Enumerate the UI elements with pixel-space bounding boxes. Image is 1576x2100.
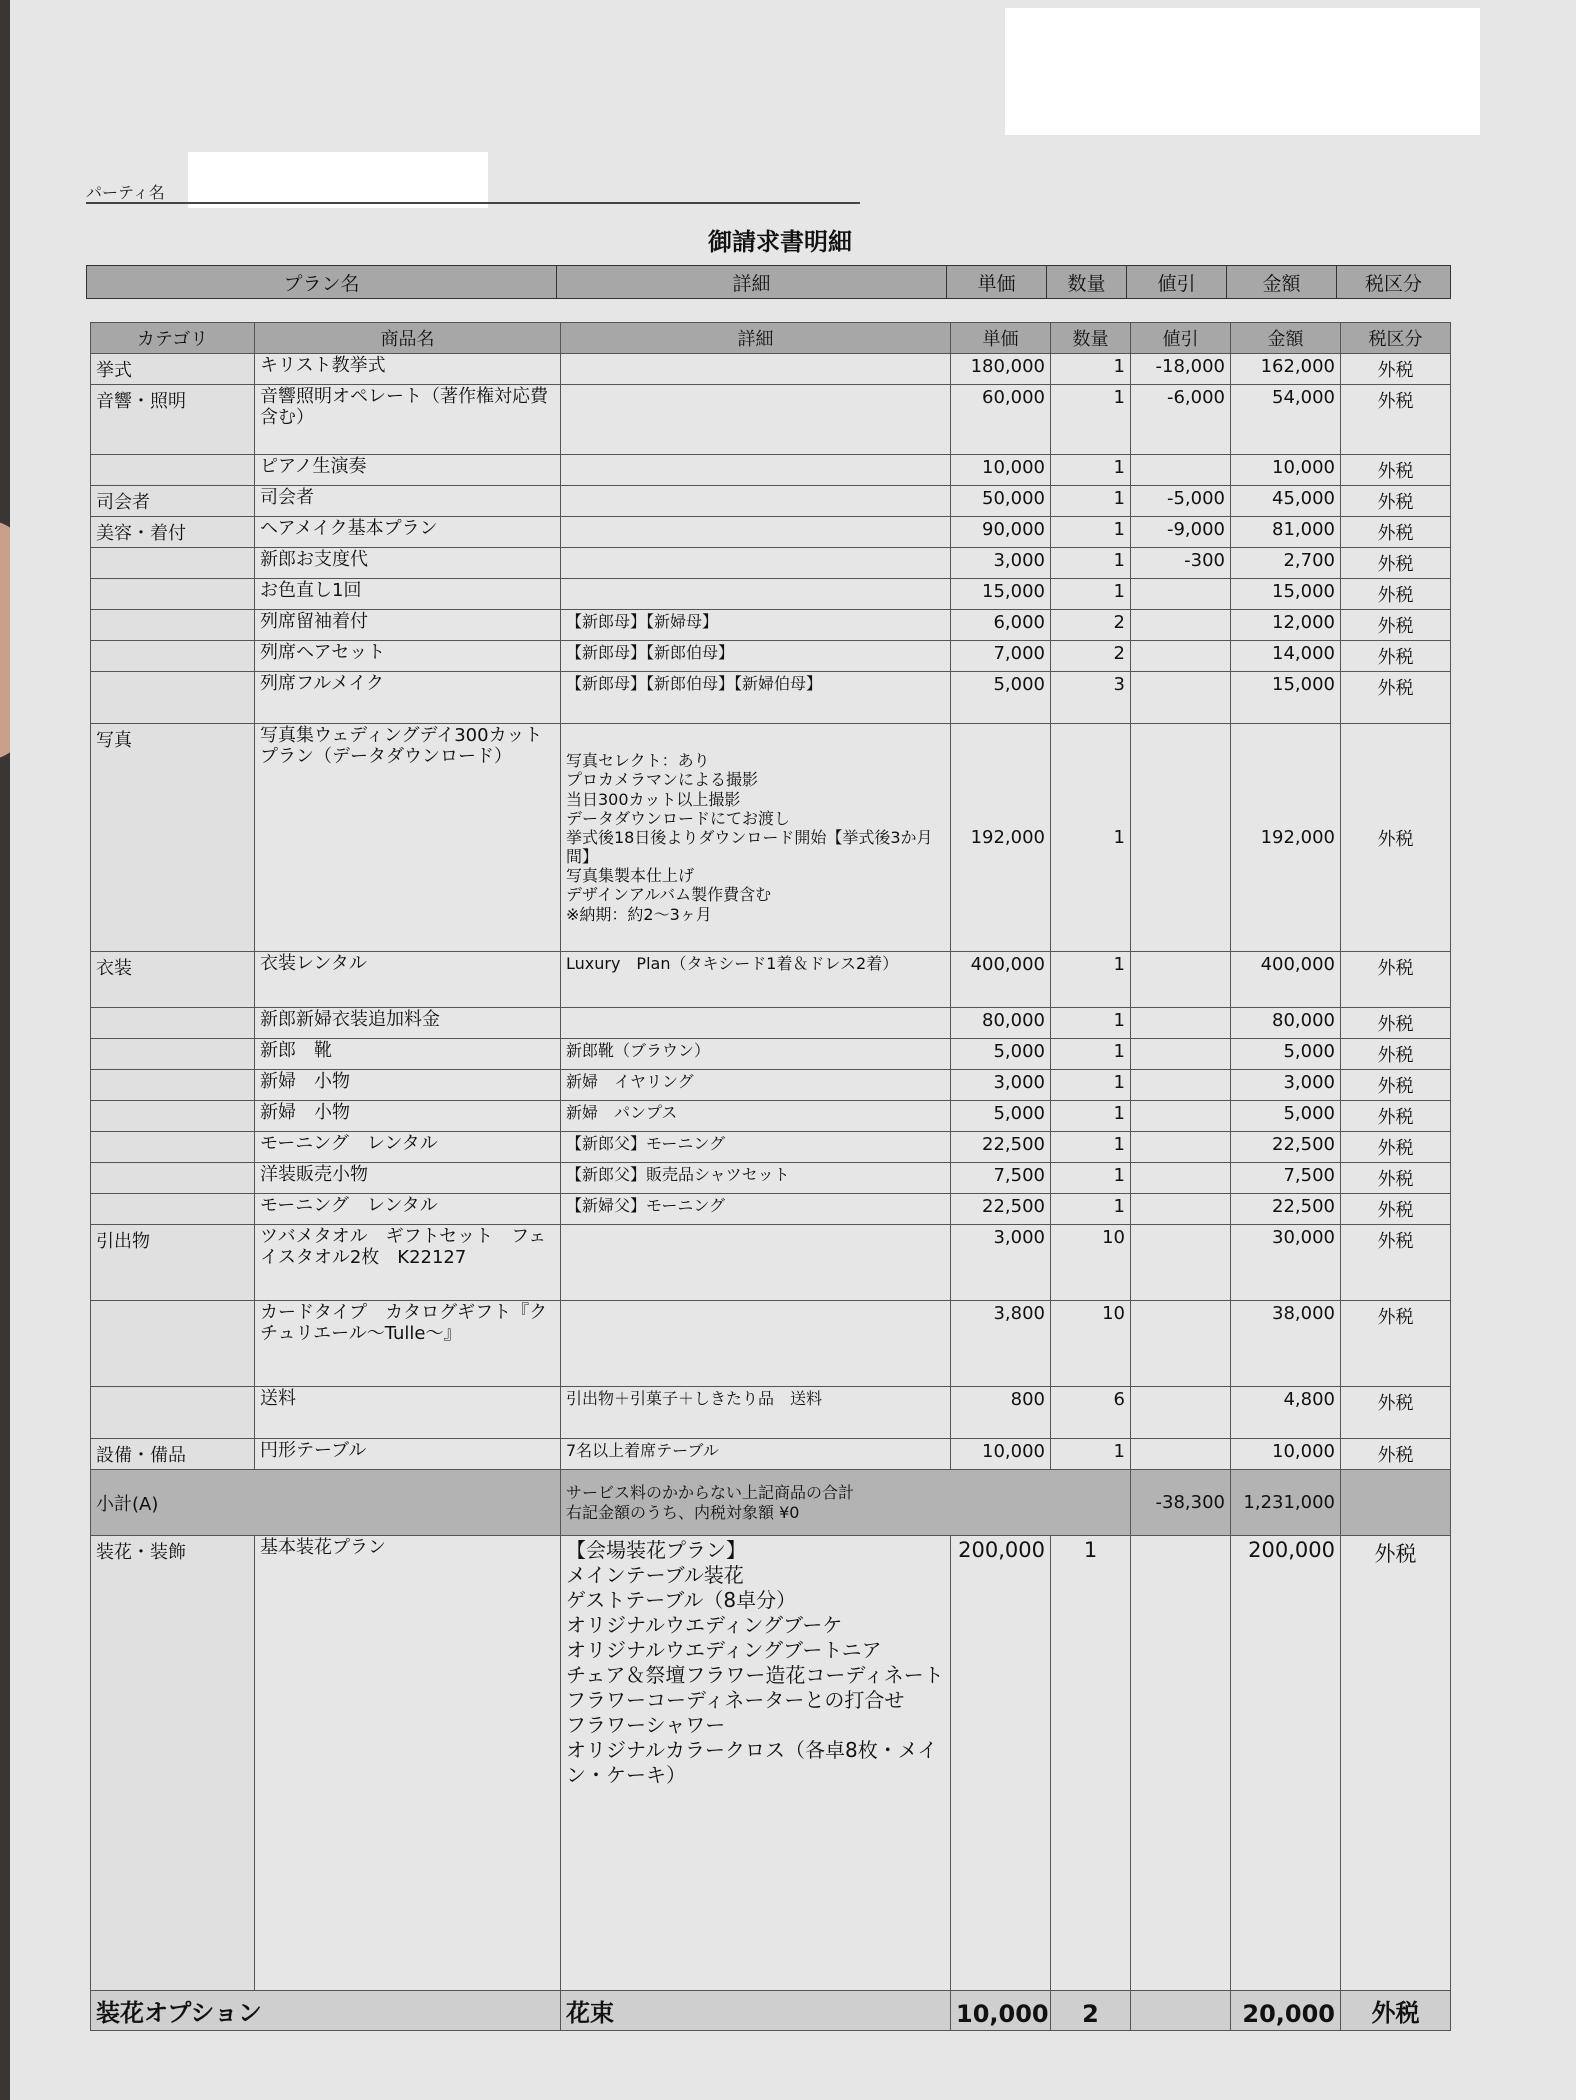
category-cell bbox=[91, 1132, 255, 1163]
tax-cell: 外税 bbox=[1341, 1101, 1451, 1132]
tax-cell: 外税 bbox=[1341, 1387, 1451, 1439]
amount-cell: 4,800 bbox=[1231, 1387, 1341, 1439]
category-cell bbox=[91, 1070, 255, 1101]
option-product: 花束 bbox=[561, 1991, 951, 2031]
unit-price-cell: 5,000 bbox=[951, 1039, 1051, 1070]
detail-cell: 引出物＋引菓子＋しきたり品 送料 bbox=[561, 1387, 951, 1439]
floral-tax: 外税 bbox=[1341, 1536, 1451, 1991]
amount-cell: 3,000 bbox=[1231, 1070, 1341, 1101]
category-cell bbox=[91, 1387, 255, 1439]
detail-cell: 7名以上着席テーブル bbox=[561, 1439, 951, 1470]
amount-cell: 162,000 bbox=[1231, 354, 1341, 385]
discount-cell bbox=[1131, 1132, 1231, 1163]
amount-cell: 400,000 bbox=[1231, 952, 1341, 1008]
detail-cell bbox=[561, 579, 951, 610]
amount-header: 金額 bbox=[1231, 323, 1341, 354]
tax-cell: 外税 bbox=[1341, 1194, 1451, 1225]
tax-cell: 外税 bbox=[1341, 610, 1451, 641]
unit-price-cell: 22,500 bbox=[951, 1132, 1051, 1163]
qty-cell: 1 bbox=[1051, 1039, 1131, 1070]
detail-cell bbox=[561, 1301, 951, 1387]
unit-price-cell: 22,500 bbox=[951, 1194, 1051, 1225]
plan-name-header: プラン名 bbox=[87, 266, 557, 299]
discount-cell bbox=[1131, 1070, 1231, 1101]
table-row bbox=[91, 641, 1451, 672]
product-cell: 司会者 bbox=[255, 486, 561, 517]
unit-price-cell: 6,000 bbox=[951, 610, 1051, 641]
unit-price-cell: 192,000 bbox=[951, 724, 1051, 952]
discount-cell bbox=[1131, 1439, 1231, 1470]
tax-cell: 外税 bbox=[1341, 1132, 1451, 1163]
qty-cell: 1 bbox=[1051, 1163, 1131, 1194]
product-cell: 新婦 小物 bbox=[255, 1070, 561, 1101]
product-cell: 衣装レンタル bbox=[255, 952, 561, 1008]
subtotal-empty bbox=[1341, 1470, 1451, 1536]
category-cell bbox=[91, 455, 255, 486]
detail-cell: 【新郎父】モーニング bbox=[561, 1132, 951, 1163]
tax-cell: 外税 bbox=[1341, 1163, 1451, 1194]
plan-qty-header: 数量 bbox=[1047, 266, 1127, 299]
table-row bbox=[91, 1008, 1451, 1039]
invoice-sheet bbox=[10, 0, 1576, 2100]
table-row bbox=[91, 455, 1451, 486]
tax-cell: 外税 bbox=[1341, 952, 1451, 1008]
table-row bbox=[91, 385, 1451, 455]
amount-cell: 38,000 bbox=[1231, 1301, 1341, 1387]
unit-price-cell: 50,000 bbox=[951, 486, 1051, 517]
discount-cell bbox=[1131, 952, 1231, 1008]
product-cell: 洋装販売小物 bbox=[255, 1163, 561, 1194]
table-row bbox=[91, 610, 1451, 641]
tax-cell: 外税 bbox=[1341, 672, 1451, 724]
tax-cell: 外税 bbox=[1341, 1039, 1451, 1070]
unit-price-cell: 3,000 bbox=[951, 1225, 1051, 1301]
discount-cell: -9,000 bbox=[1131, 517, 1231, 548]
table-row bbox=[91, 1387, 1451, 1439]
unit-price-cell: 80,000 bbox=[951, 1008, 1051, 1039]
product-cell: 列席ヘアセット bbox=[255, 641, 561, 672]
product-cell: 写真集ウェディングデイ300カットプラン（データダウンロード） bbox=[255, 724, 561, 952]
table-row bbox=[91, 1132, 1451, 1163]
unit-price-cell: 3,000 bbox=[951, 1070, 1051, 1101]
discount-cell bbox=[1131, 455, 1231, 486]
category-cell: 美容・着付 bbox=[91, 517, 255, 548]
detail-cell: Luxury Plan（タキシード1着＆ドレス2着） bbox=[561, 952, 951, 1008]
tax-cell: 外税 bbox=[1341, 1225, 1451, 1301]
qty-cell: 3 bbox=[1051, 672, 1131, 724]
table-row bbox=[91, 1301, 1451, 1387]
floral-category: 装花・装飾 bbox=[91, 1536, 255, 1991]
amount-cell: 10,000 bbox=[1231, 455, 1341, 486]
plan-tax-header: 税区分 bbox=[1337, 266, 1451, 299]
unit-price-cell: 7,500 bbox=[951, 1163, 1051, 1194]
option-tax: 外税 bbox=[1341, 1991, 1451, 2031]
table-row bbox=[91, 1039, 1451, 1070]
category-cell bbox=[91, 610, 255, 641]
detail-cell bbox=[561, 517, 951, 548]
unit-price-cell: 180,000 bbox=[951, 354, 1051, 385]
unit-price-cell: 60,000 bbox=[951, 385, 1051, 455]
table-row bbox=[91, 517, 1451, 548]
floral-qty: 1 bbox=[1051, 1536, 1131, 1991]
product-cell: モーニング レンタル bbox=[255, 1132, 561, 1163]
tax-cell: 外税 bbox=[1341, 1301, 1451, 1387]
qty-cell: 1 bbox=[1051, 579, 1131, 610]
product-cell: モーニング レンタル bbox=[255, 1194, 561, 1225]
plan-unit-price-header: 単価 bbox=[947, 266, 1047, 299]
category-cell bbox=[91, 548, 255, 579]
discount-cell bbox=[1131, 1387, 1231, 1439]
option-qty: 2 bbox=[1051, 1991, 1131, 2031]
detail-cell: 写真セレクト：あり プロカメラマンによる撮影 当日300カット以上撮影 データダウンロードにてお渡し 挙式後18日後よりダウンロード開始【挙式後3か月間】 写真集製本仕上げ デザインアルバム製作費含む ※納期：約2～3ヶ月 bbox=[561, 724, 951, 952]
discount-cell bbox=[1131, 1301, 1231, 1387]
tax-cell: 外税 bbox=[1341, 1070, 1451, 1101]
product-cell: 列席フルメイク bbox=[255, 672, 561, 724]
qty-cell: 6 bbox=[1051, 1387, 1131, 1439]
table-row bbox=[91, 1225, 1451, 1301]
discount-cell bbox=[1131, 1101, 1231, 1132]
qty-cell: 1 bbox=[1051, 1008, 1131, 1039]
detail-cell bbox=[561, 354, 951, 385]
table-row bbox=[91, 579, 1451, 610]
qty-cell: 1 bbox=[1051, 486, 1131, 517]
amount-cell: 22,500 bbox=[1231, 1194, 1341, 1225]
product-header: 商品名 bbox=[255, 323, 561, 354]
subtotal-row bbox=[91, 1470, 1451, 1536]
detail-cell: 新婦 イヤリング bbox=[561, 1070, 951, 1101]
qty-cell: 1 bbox=[1051, 385, 1131, 455]
amount-cell: 15,000 bbox=[1231, 672, 1341, 724]
category-cell: 設備・備品 bbox=[91, 1439, 255, 1470]
subtotal-label: 小計(A) bbox=[91, 1470, 561, 1536]
amount-cell: 7,500 bbox=[1231, 1163, 1341, 1194]
party-label: パーティ名 bbox=[86, 183, 165, 202]
category-cell bbox=[91, 579, 255, 610]
subtotal-note: サービス料のかからない上記商品の合計 右記金額のうち、内税対象額 ¥0 bbox=[561, 1470, 1131, 1536]
option-amount: 20,000 bbox=[1231, 1991, 1341, 2031]
qty-header: 数量 bbox=[1051, 323, 1131, 354]
discount-cell bbox=[1131, 1194, 1231, 1225]
unit-price-cell: 7,000 bbox=[951, 641, 1051, 672]
category-cell bbox=[91, 1101, 255, 1132]
qty-cell: 1 bbox=[1051, 548, 1131, 579]
subtotal-discount: -38,300 bbox=[1131, 1470, 1231, 1536]
redacted-block bbox=[1005, 8, 1480, 135]
category-cell bbox=[91, 1194, 255, 1225]
category-cell bbox=[91, 1301, 255, 1387]
tax-cell: 外税 bbox=[1341, 354, 1451, 385]
detail-cell bbox=[561, 1008, 951, 1039]
product-cell: ピアノ生演奏 bbox=[255, 455, 561, 486]
category-cell: 司会者 bbox=[91, 486, 255, 517]
unit-price-cell: 400,000 bbox=[951, 952, 1051, 1008]
table-row bbox=[91, 1070, 1451, 1101]
discount-cell bbox=[1131, 724, 1231, 952]
detail-cell bbox=[561, 486, 951, 517]
category-header: カテゴリ bbox=[91, 323, 255, 354]
table-row bbox=[91, 1194, 1451, 1225]
amount-cell: 5,000 bbox=[1231, 1101, 1341, 1132]
category-cell: 挙式 bbox=[91, 354, 255, 385]
product-cell: 送料 bbox=[255, 1387, 561, 1439]
product-cell: 列席留袖着付 bbox=[255, 610, 561, 641]
option-row bbox=[91, 1991, 1451, 2031]
product-cell: お色直し1回 bbox=[255, 579, 561, 610]
qty-cell: 1 bbox=[1051, 455, 1131, 486]
category-cell bbox=[91, 672, 255, 724]
table-row bbox=[91, 354, 1451, 385]
qty-cell: 1 bbox=[1051, 354, 1131, 385]
detail-cell bbox=[561, 548, 951, 579]
amount-cell: 81,000 bbox=[1231, 517, 1341, 548]
amount-cell: 22,500 bbox=[1231, 1132, 1341, 1163]
unit-price-cell: 15,000 bbox=[951, 579, 1051, 610]
table-row bbox=[91, 486, 1451, 517]
category-cell bbox=[91, 1008, 255, 1039]
detail-cell bbox=[561, 1225, 951, 1301]
option-discount bbox=[1131, 1991, 1231, 2031]
floral-product: 基本装花プラン bbox=[255, 1536, 561, 1991]
unit-price-cell: 3,000 bbox=[951, 548, 1051, 579]
redacted-party-name bbox=[188, 152, 488, 208]
category-cell: 音響・照明 bbox=[91, 385, 255, 455]
discount-cell: -300 bbox=[1131, 548, 1231, 579]
table-row bbox=[91, 672, 1451, 724]
table-row bbox=[91, 1101, 1451, 1132]
discount-cell: -6,000 bbox=[1131, 385, 1231, 455]
tax-cell: 外税 bbox=[1341, 385, 1451, 455]
discount-cell bbox=[1131, 610, 1231, 641]
amount-cell: 10,000 bbox=[1231, 1439, 1341, 1470]
plan-header-table bbox=[86, 265, 1451, 299]
plan-discount-header: 値引 bbox=[1127, 266, 1227, 299]
unit-price-cell: 10,000 bbox=[951, 1439, 1051, 1470]
detail-cell: 【新郎母】【新婦母】 bbox=[561, 610, 951, 641]
detail-header: 詳細 bbox=[561, 323, 951, 354]
subtotal-amount: 1,231,000 bbox=[1231, 1470, 1341, 1536]
detail-cell: 【新郎母】【新郎伯母】 bbox=[561, 641, 951, 672]
amount-cell: 2,700 bbox=[1231, 548, 1341, 579]
discount-cell bbox=[1131, 1225, 1231, 1301]
qty-cell: 1 bbox=[1051, 1101, 1131, 1132]
unit-price-header: 単価 bbox=[951, 323, 1051, 354]
product-cell: ヘアメイク基本プラン bbox=[255, 517, 561, 548]
amount-cell: 15,000 bbox=[1231, 579, 1341, 610]
qty-cell: 2 bbox=[1051, 641, 1131, 672]
qty-cell: 1 bbox=[1051, 1070, 1131, 1101]
qty-cell: 10 bbox=[1051, 1225, 1131, 1301]
discount-cell bbox=[1131, 579, 1231, 610]
tax-cell: 外税 bbox=[1341, 724, 1451, 952]
unit-price-cell: 10,000 bbox=[951, 455, 1051, 486]
product-cell: 新婦 小物 bbox=[255, 1101, 561, 1132]
qty-cell: 1 bbox=[1051, 1439, 1131, 1470]
tax-cell: 外税 bbox=[1341, 548, 1451, 579]
tax-cell: 外税 bbox=[1341, 486, 1451, 517]
table-row bbox=[91, 1439, 1451, 1470]
qty-cell: 2 bbox=[1051, 610, 1131, 641]
detail-cell: 【新郎母】【新郎伯母】【新婦伯母】 bbox=[561, 672, 951, 724]
floral-row bbox=[91, 1536, 1451, 1991]
discount-cell bbox=[1131, 672, 1231, 724]
discount-cell: -5,000 bbox=[1131, 486, 1231, 517]
product-cell: 新郎新婦衣装追加料金 bbox=[255, 1008, 561, 1039]
floral-amount: 200,000 bbox=[1231, 1536, 1341, 1991]
amount-cell: 80,000 bbox=[1231, 1008, 1341, 1039]
tax-header: 税区分 bbox=[1341, 323, 1451, 354]
table-row bbox=[91, 724, 1451, 952]
tax-cell: 外税 bbox=[1341, 455, 1451, 486]
qty-cell: 1 bbox=[1051, 724, 1131, 952]
amount-cell: 14,000 bbox=[1231, 641, 1341, 672]
detail-cell: 【新郎父】販売品シャツセット bbox=[561, 1163, 951, 1194]
discount-cell bbox=[1131, 641, 1231, 672]
amount-cell: 5,000 bbox=[1231, 1039, 1341, 1070]
category-cell: 引出物 bbox=[91, 1225, 255, 1301]
floral-unit-price: 200,000 bbox=[951, 1536, 1051, 1991]
detail-cell: 新婦 パンプス bbox=[561, 1101, 951, 1132]
product-cell: 音響照明オペレート（著作権対応費含む） bbox=[255, 385, 561, 455]
amount-cell: 30,000 bbox=[1231, 1225, 1341, 1301]
product-cell: 円形テーブル bbox=[255, 1439, 561, 1470]
product-cell: カードタイプ カタログギフト『クチュリエール～Tulle～』 bbox=[255, 1301, 561, 1387]
unit-price-cell: 800 bbox=[951, 1387, 1051, 1439]
qty-cell: 1 bbox=[1051, 1194, 1131, 1225]
party-underline bbox=[86, 202, 860, 204]
product-cell: キリスト教挙式 bbox=[255, 354, 561, 385]
table-row bbox=[91, 1163, 1451, 1194]
unit-price-cell: 5,000 bbox=[951, 1101, 1051, 1132]
discount-header: 値引 bbox=[1131, 323, 1231, 354]
amount-cell: 54,000 bbox=[1231, 385, 1341, 455]
tax-cell: 外税 bbox=[1341, 579, 1451, 610]
amount-cell: 12,000 bbox=[1231, 610, 1341, 641]
option-unit-price: 10,000 bbox=[951, 1991, 1051, 2031]
discount-cell: -18,000 bbox=[1131, 354, 1231, 385]
category-cell: 写真 bbox=[91, 724, 255, 952]
unit-price-cell: 5,000 bbox=[951, 672, 1051, 724]
floral-discount bbox=[1131, 1536, 1231, 1991]
table-row bbox=[91, 952, 1451, 1008]
category-cell bbox=[91, 1039, 255, 1070]
detail-cell: 新郎靴（ブラウン） bbox=[561, 1039, 951, 1070]
floral-detail: 【会場装花プラン】 メインテーブル装花 ゲストテーブル（8卓分） オリジナルウエディングブーケ オリジナルウエディングブートニア チェア＆祭壇フラワー造花コーディネート フラワーコーディネーターとの打合せ フラワーシャワー オリジナルカラークロス（各卓8枚・メイン・ケーキ） bbox=[561, 1536, 951, 1991]
detail-cell bbox=[561, 385, 951, 455]
product-cell: 新郎 靴 bbox=[255, 1039, 561, 1070]
unit-price-cell: 90,000 bbox=[951, 517, 1051, 548]
detail-cell bbox=[561, 455, 951, 486]
plan-amount-header: 金額 bbox=[1227, 266, 1337, 299]
qty-cell: 10 bbox=[1051, 1301, 1131, 1387]
discount-cell bbox=[1131, 1163, 1231, 1194]
option-category: 装花オプション bbox=[91, 1991, 561, 2031]
page-title: 御請求書明細 bbox=[708, 228, 852, 256]
tax-cell: 外税 bbox=[1341, 1439, 1451, 1470]
category-cell bbox=[91, 641, 255, 672]
category-cell bbox=[91, 1163, 255, 1194]
tax-cell: 外税 bbox=[1341, 641, 1451, 672]
discount-cell bbox=[1131, 1039, 1231, 1070]
tax-cell: 外税 bbox=[1341, 517, 1451, 548]
amount-cell: 192,000 bbox=[1231, 724, 1341, 952]
product-cell: ツバメタオル ギフトセット フェイスタオル2枚 K22127 bbox=[255, 1225, 561, 1301]
amount-cell: 45,000 bbox=[1231, 486, 1341, 517]
category-cell: 衣装 bbox=[91, 952, 255, 1008]
discount-cell bbox=[1131, 1008, 1231, 1039]
qty-cell: 1 bbox=[1051, 1132, 1131, 1163]
product-cell: 新郎お支度代 bbox=[255, 548, 561, 579]
qty-cell: 1 bbox=[1051, 517, 1131, 548]
invoice-table bbox=[90, 322, 1451, 2031]
qty-cell: 1 bbox=[1051, 952, 1131, 1008]
table-row bbox=[91, 548, 1451, 579]
unit-price-cell: 3,800 bbox=[951, 1301, 1051, 1387]
plan-detail-header: 詳細 bbox=[557, 266, 947, 299]
detail-cell: 【新婦父】モーニング bbox=[561, 1194, 951, 1225]
tax-cell: 外税 bbox=[1341, 1008, 1451, 1039]
